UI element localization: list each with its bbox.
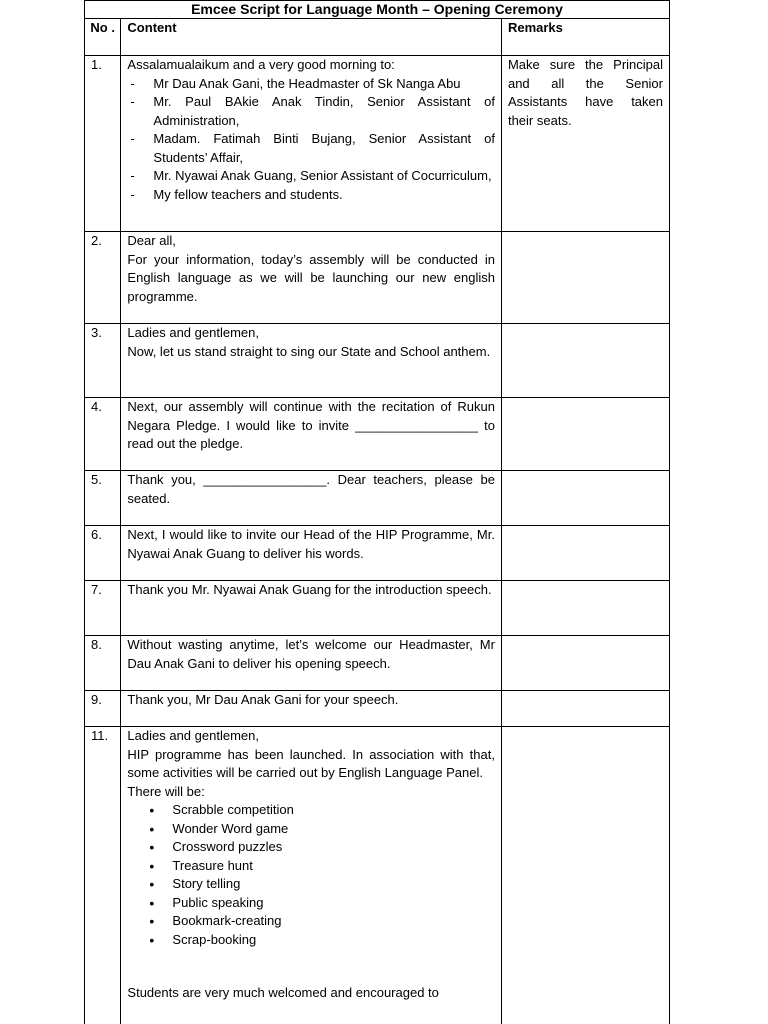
header-no: No . [85,19,121,56]
guest-list [127,75,495,205]
list-item: • Wonder Word game [127,820,495,839]
emcee-script-table [84,0,670,1024]
row-content [121,398,502,471]
content-line: Thank you, Mr Dau Anak Gani for your speech. [127,692,399,707]
row-content [121,526,502,581]
header-remarks: Remarks [501,19,669,56]
row-number: 6. [85,526,121,581]
content-line: Without wasting anytime, let’s welcome our Headmaster, Mr Dau Anak Gani to deliver his opening speech. [127,637,495,671]
row-number: 4. [85,398,121,471]
table-row [85,636,670,691]
content-line: Dear all, [127,233,176,248]
header-row [85,19,670,56]
table-row [85,581,670,636]
list-item: - Madam. Fatimah Binti Bujang, Senior Assistant of Students’ Affair, [127,130,495,167]
row-number: 11. [85,727,121,1024]
row-number: 2. [85,232,121,324]
table-row [85,232,670,324]
remarks-text: Make sure the Principal and all the Senior Assistants have taken their seats. [507,57,663,128]
row-content [121,232,502,324]
row-remarks [501,727,669,1024]
row-remarks [501,398,669,471]
document-title: Emcee Script for Language Month – Opening Ceremony [85,1,670,19]
table-row [85,727,670,1024]
row-number: 3. [85,324,121,398]
content-line: Next, I would like to invite our Head of the HIP Programme, Mr. Nyawai Anak Guang to deliver his words. [127,527,495,561]
row-remarks [501,56,669,232]
row-remarks [501,581,669,636]
row-content [121,581,502,636]
list-item: • Scrap-booking [127,931,495,950]
list-item: - Mr. Nyawai Anak Guang, Senior Assistant of Cocurriculum, [127,167,495,186]
row-content [121,324,502,398]
table-row [85,324,670,398]
table-row [85,526,670,581]
row-content [121,691,502,727]
content-line: For your information, today’s assembly will be conducted in English language as we will be launching our new english programme. [127,251,495,304]
row-content [121,727,502,1024]
list-item: • Treasure hunt [127,857,495,876]
content-line: Thank you Mr. Nyawai Anak Guang for the introduction speech. [127,582,492,597]
content-line: There will be: [127,783,205,799]
content-line: HIP programme has been launched. In association with that, some activities will be carried out by English Language Panel. [127,746,495,780]
list-item: • Public speaking [127,894,495,913]
table-row [85,56,670,232]
table-row [85,398,670,471]
title-row [85,1,670,19]
list-item: - My fellow teachers and students. [127,186,495,205]
row-remarks [501,232,669,324]
table-row [85,691,670,727]
activities-list [127,801,495,949]
list-item: - Mr. Paul BAkie Anak Tindin, Senior Assistant of Administration, [127,93,495,130]
greeting-text: Assalamualaikum and a very good morning to: [127,57,395,72]
row-number: 1. [85,56,121,232]
row-content [121,636,502,691]
list-item: • Bookmark-creating [127,912,495,931]
row-number: 9. [85,691,121,727]
header-content: Content [121,19,502,56]
row-number: 7. [85,581,121,636]
closing-text: Students are very much welcomed and encouraged to [127,985,439,1000]
content-line: Next, our assembly will continue with the recitation of Rukun Negara Pledge. I would like to invite _________________ to read out the pledge. [127,399,495,451]
content-line: Ladies and gentlemen, [127,325,259,340]
row-remarks [501,526,669,581]
row-content [121,56,502,232]
row-remarks [501,471,669,526]
table-row [85,471,670,526]
row-remarks [501,324,669,398]
list-item: • Crossword puzzles [127,838,495,857]
row-number: 8. [85,636,121,691]
row-number: 5. [85,471,121,526]
list-item: • Scrabble competition [127,801,495,820]
content-line: Now, let us stand straight to sing our State and School anthem. [127,343,491,359]
row-remarks [501,691,669,727]
list-item: • Story telling [127,875,495,894]
content-line: Ladies and gentlemen, [127,728,259,743]
list-item: - Mr Dau Anak Gani, the Headmaster of Sk Nanga Abu [127,75,495,94]
content-line: Thank you, _________________. Dear teachers, please be seated. [127,472,495,506]
row-content [121,471,502,526]
row-remarks [501,636,669,691]
